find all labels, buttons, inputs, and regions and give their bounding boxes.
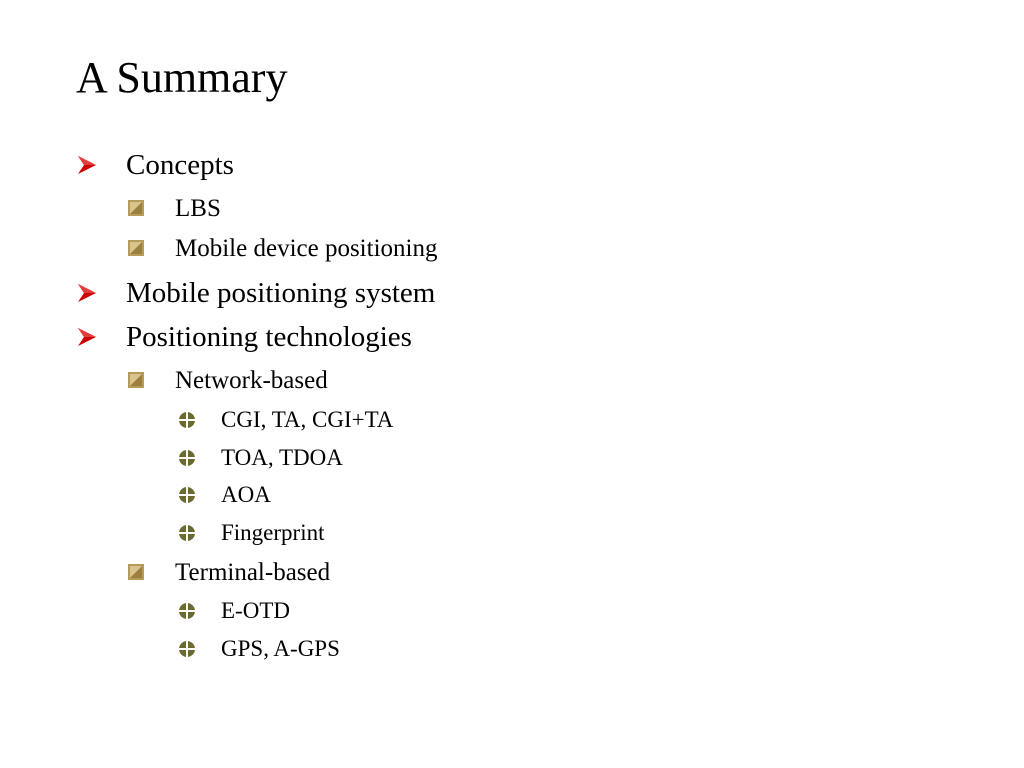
square-bullet-icon	[128, 240, 144, 256]
round-bullet-icon	[178, 411, 196, 429]
bullet-text: Fingerprint	[221, 520, 325, 545]
square-bullet-icon	[128, 564, 144, 580]
bullet-text: Terminal-based	[175, 559, 331, 586]
bullet-text: CGI, TA, CGI+TA	[221, 407, 394, 432]
arrow-bullet-icon	[76, 326, 98, 348]
bullet-text: Mobile positioning system	[126, 277, 436, 309]
square-bullet-icon	[128, 200, 144, 216]
slide-title: A Summary	[76, 53, 288, 102]
bullet-text: Mobile device positioning	[175, 235, 438, 262]
bullet-text: AOA	[221, 482, 271, 507]
round-bullet-icon	[178, 602, 196, 620]
bullet-text: LBS	[175, 195, 221, 222]
square-bullet-icon	[128, 372, 144, 388]
bullet-text: E-OTD	[221, 598, 290, 623]
arrow-bullet-icon	[76, 282, 98, 304]
bullet-text: Positioning technologies	[126, 321, 412, 353]
bullet-text: Concepts	[126, 149, 234, 181]
bullet-text: GPS, A-GPS	[221, 636, 340, 661]
bullet-text: TOA, TDOA	[221, 445, 343, 470]
round-bullet-icon	[178, 486, 196, 504]
round-bullet-icon	[178, 524, 196, 542]
round-bullet-icon	[178, 640, 196, 658]
round-bullet-icon	[178, 449, 196, 467]
arrow-bullet-icon	[76, 154, 98, 176]
bullet-text: Network-based	[175, 367, 328, 394]
